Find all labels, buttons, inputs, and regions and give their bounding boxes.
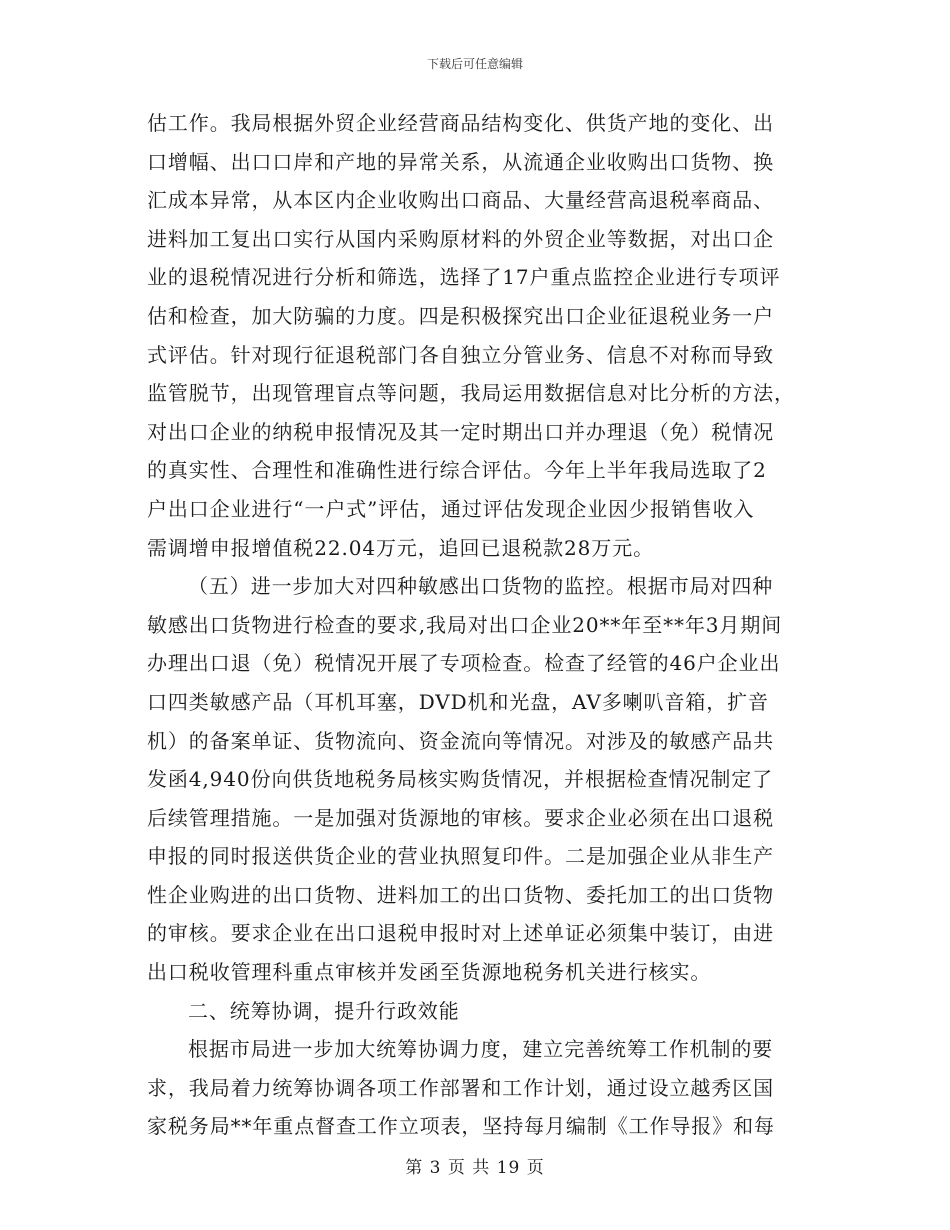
text-line: 式评估。针对现行征退税部门各自独立分管业务、信息不对称而导致	[147, 342, 774, 367]
text-line: 出口税收管理科重点审核并发函至货源地税务机关进行核实。	[147, 960, 712, 985]
text-line: 机）的备案单证、货物流向、资金流向等情况。对涉及的敏感产品共	[147, 728, 774, 753]
text-line: 发函4,940份向供货地税务局核实购货情况，并根据检查情况制定了	[147, 767, 774, 792]
text-line: 性企业购进的出口货物、进料加工的出口货物、委托加工的出口货物	[147, 882, 774, 907]
text-line: 二、统筹协调，提升行政效能	[188, 998, 460, 1023]
text-line: 业的退税情况进行分析和筛选，选择了17户重点监控企业进行专项评	[147, 265, 781, 290]
text-line: 的审核。要求企业在出口退税申报时对上述单证必须集中装订，由进	[147, 921, 774, 946]
text-line: 对出口企业的纳税申报情况及其一定时期出口并办理退（免）税情况	[147, 419, 774, 444]
text-line: 估工作。我局根据外贸企业经营商品结构变化、供货产地的变化、出	[147, 111, 774, 135]
text-line: 的真实性、合理性和准确性进行综合评估。今年上半年我局选取了2	[147, 458, 767, 483]
text-line: 申报的同时报送供货企业的营业执照复印件。二是加强企业从非生产	[147, 844, 774, 869]
page-header-note: 下载后可任意编辑	[426, 57, 523, 71]
text-line: 办理出口退（免）税情况开展了专项检查。检查了经管的46户企业出	[147, 651, 781, 676]
text-line: 汇成本异常，从本区内企业收购出口商品、大量经营高退税率商品、	[147, 188, 774, 213]
text-line: 敏感出口货物进行检查的要求,我局对出口企业20**年至**年3月期间	[147, 612, 783, 637]
text-line: 求，我局着力统筹协调各项工作部署和工作计划，通过设立越秀区国	[147, 1075, 774, 1100]
text-line: 家税务局**年重点督查工作立项表，坚持每月编制《工作导报》和每	[147, 1114, 775, 1139]
text-line: （五）进一步加大对四种敏感出口货物的监控。根据市局对四种	[188, 574, 774, 599]
text-line: 监管脱节，出现管理盲点等问题，我局运用数据信息对比分析的方法，	[147, 381, 795, 406]
text-line: 户出口企业进行“一户式”评估，通过评估发现企业因少报销售收入	[147, 496, 755, 521]
text-line: 估和检查，加大防骗的力度。四是积极探究出口企业征退税业务一户	[147, 303, 774, 328]
text-line: 口四类敏感产品（耳机耳塞，DVD机和光盘，AV多喇叭音箱，扩音	[147, 689, 769, 714]
text-line: 进料加工复出口实行从国内采购原材料的外贸企业等数据，对出口企	[147, 226, 774, 251]
text-line: 根据市局进一步加大统筹协调力度，建立完善统筹工作机制的要	[188, 1037, 774, 1062]
text-line: 需调增申报增值税22.04万元，追回已退税款28万元。	[147, 535, 655, 560]
document-body	[147, 104, 803, 1146]
page-number: 第 3 页 共 19 页	[405, 1158, 545, 1178]
text-line: 口增幅、出口口岸和产地的异常关系，从流通企业收购出口货物、换	[147, 149, 774, 174]
text-line: 后续管理措施。一是加强对货源地的审核。要求企业必须在出口退税	[147, 805, 774, 830]
